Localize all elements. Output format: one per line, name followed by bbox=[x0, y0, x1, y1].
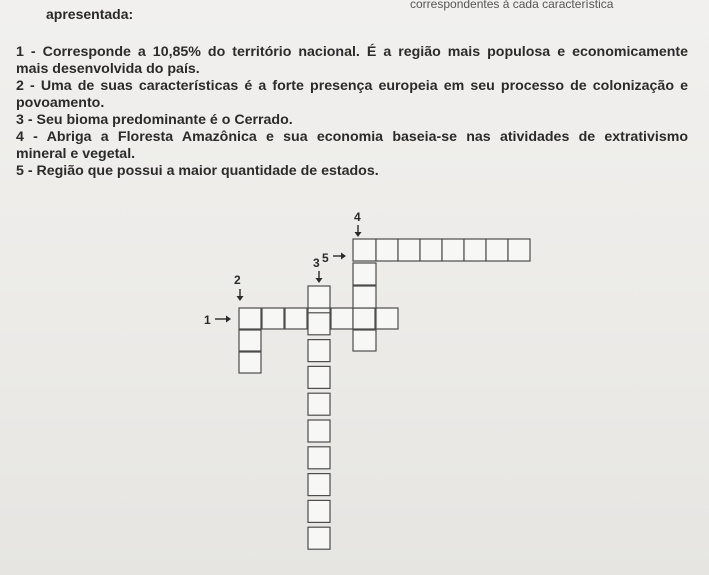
word-5-cell[interactable] bbox=[486, 239, 508, 261]
clue-5: 5 - Região que possui a maior quantidade de estados. bbox=[16, 163, 379, 179]
word-3-cell[interactable] bbox=[308, 420, 330, 442]
word-1-cell[interactable] bbox=[331, 308, 353, 329]
label-1: 1 bbox=[204, 313, 211, 327]
label-5: 5 bbox=[322, 251, 329, 265]
word-1-cell[interactable] bbox=[239, 308, 261, 329]
arrow-3 bbox=[316, 271, 323, 283]
word-5-cell[interactable] bbox=[376, 239, 398, 261]
word-3-cell[interactable] bbox=[308, 286, 330, 308]
clue-4-line-1: 4 - Abriga a Floresta Amazônica e sua economia baseia-se nas atividades de extrativismo bbox=[16, 129, 688, 145]
word-1-cell[interactable] bbox=[262, 308, 284, 329]
word-3-cell[interactable] bbox=[308, 527, 330, 549]
arrow-5 bbox=[333, 253, 346, 260]
label-2: 2 bbox=[234, 273, 241, 287]
word-2-cell[interactable] bbox=[239, 330, 261, 351]
clue-1-line-1: 1 - Corresponde a 10,85% do território nacional. É a região mais populosa e economicamente bbox=[16, 44, 688, 60]
clue-4-line-2: mineral e vegetal. bbox=[16, 146, 136, 162]
label-3: 3 bbox=[313, 256, 320, 270]
word-1-cell[interactable] bbox=[353, 308, 375, 329]
word-4-cell[interactable] bbox=[353, 330, 376, 351]
word-5-cell[interactable] bbox=[398, 239, 420, 261]
arrow-2 bbox=[237, 289, 244, 301]
intro-text: apresentada: bbox=[46, 6, 134, 22]
word-5-cell[interactable] bbox=[464, 239, 486, 261]
word-1-cell[interactable] bbox=[285, 308, 307, 329]
word-3-cell[interactable] bbox=[308, 366, 330, 388]
word-3-cell[interactable] bbox=[308, 313, 330, 335]
word-1-cell[interactable] bbox=[376, 308, 398, 329]
word-3-cell[interactable] bbox=[308, 447, 330, 469]
word-2-cell[interactable] bbox=[239, 352, 261, 373]
clue-3: 3 - Seu bioma predominante é o Cerrado. bbox=[16, 112, 293, 128]
crossword-cells bbox=[239, 239, 530, 549]
clue-2-line-1: 2 - Uma de suas características é a forte presença europeia em seu processo de colonização e bbox=[16, 78, 688, 94]
arrow-1 bbox=[215, 316, 231, 323]
arrow-4 bbox=[355, 225, 362, 237]
word-3-cell[interactable] bbox=[308, 500, 330, 522]
word-4-cell[interactable] bbox=[353, 239, 376, 261]
cut-instruction-text: correspondentes à cada característica bbox=[410, 0, 614, 11]
word-4-cell[interactable] bbox=[353, 263, 376, 285]
word-5-cell[interactable] bbox=[442, 239, 464, 261]
word-3-cell[interactable] bbox=[308, 393, 330, 415]
word-5-cell[interactable] bbox=[420, 239, 442, 261]
clue-2-line-2: povoamento. bbox=[16, 95, 105, 111]
clue-1-line-2: mais desenvolvida do país. bbox=[16, 61, 200, 77]
label-4: 4 bbox=[354, 210, 361, 224]
word-4-cell[interactable] bbox=[353, 286, 376, 308]
word-3-cell[interactable] bbox=[308, 474, 330, 496]
word-5-cell[interactable] bbox=[508, 239, 530, 261]
word-3-cell[interactable] bbox=[308, 340, 330, 362]
